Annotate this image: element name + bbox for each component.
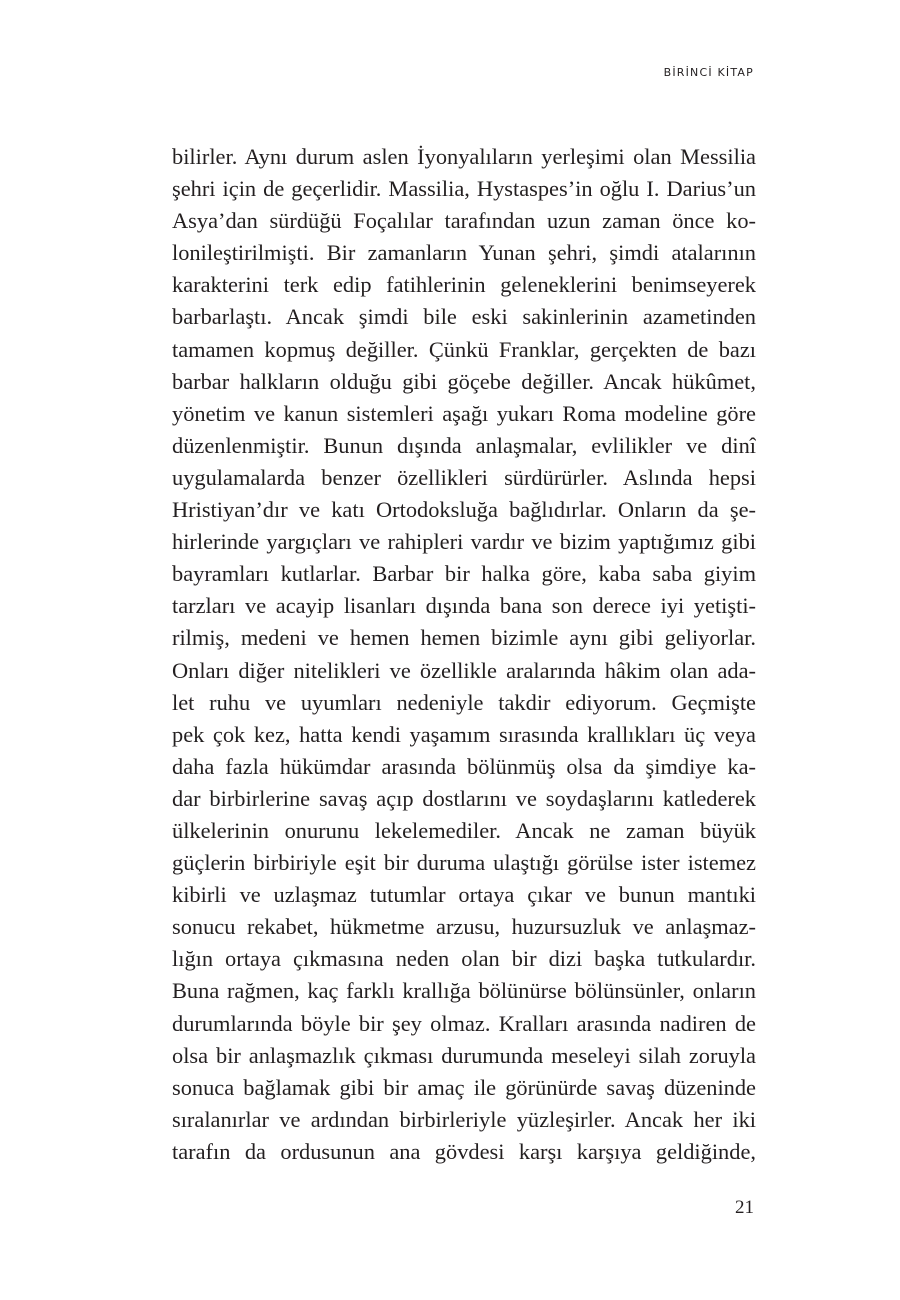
text-line: kibirli ve uzlaşmaz tutumlar ortaya çıkar ve bunun mantıki [172, 882, 756, 908]
text-line: düzenlenmiştir. Bunun dışında anlaşmalar, evlilikler ve dinî [172, 432, 756, 458]
text-line: bilirler. Aynı durum aslen İyonyalıların yerleşimi olan Messilia [172, 144, 756, 169]
text-line: Asya’dan sürdüğü Foçalılar tarafından uzun zaman önce ko- [172, 208, 756, 234]
text-line: pek çok kez, hatta kendi yaşamım sırasında krallıkları üç veya [172, 721, 756, 747]
text-line: sonuca bağlamak gibi bir amaç ile görünürde savaş düzeninde [172, 1074, 756, 1100]
text-line: ülkelerinin onurunu lekelemediler. Ancak ne zaman büyük [172, 817, 756, 843]
text-line: uygulamalarda benzer özellikleri sürdürürler. Aslında hepsi [172, 464, 756, 490]
text-line: güçlerin birbiriyle eşit bir duruma ulaştığı görülse ister istemez [172, 850, 756, 876]
text-line: Buna rağmen, kaç farklı krallığa bölünürse bölünsünler, onların [172, 978, 756, 1004]
text-line: sıralanırlar ve ardından birbirleriyle yüzleşirler. Ancak her iki [172, 1106, 756, 1132]
text-line: rilmiş, medeni ve hemen hemen bizimle aynı gibi geliyorlar. [172, 625, 756, 651]
text-line: tamamen kopmuş değiller. Çünkü Franklar, gerçekten de bazı [172, 336, 756, 362]
text-line: let ruhu ve uyumları nedeniyle takdir ediyorum. Geçmişte [172, 689, 756, 715]
text-line: Hristiyan’dır ve katı Ortodoksluğa bağlıdırlar. Onların da şe- [172, 497, 756, 523]
text-line: Onları diğer nitelikleri ve özellikle aralarında hâkim olan ada- [172, 657, 756, 683]
text-line: tarzları ve acayip lisanları dışında bana son derece iyi yetişti- [172, 593, 756, 619]
text-line: bayramları kutlarlar. Barbar bir halka göre, kaba saba giyim [172, 561, 756, 587]
text-line: lonileştirilmişti. Bir zamanların Yunan şehri, şimdi atalarının [172, 240, 756, 266]
body-text [172, 141, 756, 1168]
text-line: daha fazla hükümdar arasında bölünmüş olsa da şimdiye ka- [172, 753, 756, 779]
text-line: hirlerinde yargıçları ve rahipleri vardır ve bizim yaptığımız gibi [172, 529, 756, 555]
text-line: lığın ortaya çıkmasına neden olan bir dizi başka tutkulardır. [172, 946, 756, 972]
text-line: tarafın da ordusunun ana gövdesi karşı karşıya geldiğinde, [172, 1138, 756, 1164]
text-line: sonucu rekabet, hükmetme arzusu, huzursuzluk ve anlaşmaz- [172, 914, 756, 940]
text-line: şehri için de geçerlidir. Massilia, Hystaspes’in oğlu I. Darius’un [172, 176, 756, 202]
text-line: barbar halkların olduğu gibi göçebe değiller. Ancak hükûmet, [172, 368, 756, 394]
text-line: karakterini terk edip fatihlerinin geleneklerini benimseyerek [172, 272, 756, 298]
text-line: olsa bir anlaşmazlık çıkması durumunda meseleyi silah zoruyla [172, 1042, 756, 1068]
text-line: yönetim ve kanun sistemleri aşağı yukarı Roma modeline göre [172, 400, 756, 426]
page-number: 21 [735, 1197, 754, 1218]
text-line: durumlarında böyle bir şey olmaz. Kralları arasında nadiren de [172, 1010, 756, 1036]
text-line: barbarlaştı. Ancak şimdi bile eski sakinlerinin azametinden [172, 304, 756, 330]
text-line: dar birbirlerine savaş açıp dostlarını ve soydaşlarını katlederek [172, 785, 756, 811]
running-head: BİRİNCİ KİTAP [663, 66, 754, 79]
